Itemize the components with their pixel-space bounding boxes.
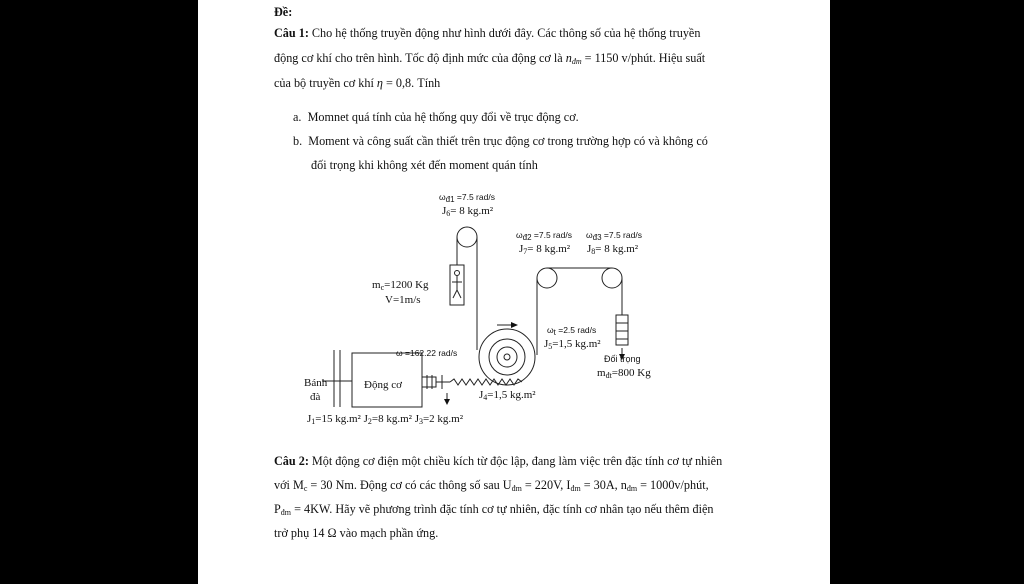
label-v: V=1m/s — [385, 294, 421, 306]
shaft-spring — [450, 379, 522, 385]
header: Đề: — [274, 5, 293, 19]
label-banh: Bánh — [304, 377, 328, 389]
pulley-6 — [457, 227, 477, 247]
label-j8: $J_8= 8$ kg.m² — [587, 243, 639, 256]
label-j7: $J_7= 8$ kg.m² — [519, 243, 571, 256]
label-wd1: $\omega_{đ1} =7.5$ rad/s — [439, 192, 495, 204]
q2-label: Câu 2: — [274, 454, 309, 468]
pulley-8 — [602, 268, 622, 288]
q2-line3: $P_{đm} = 4KW$. Hãy vẽ phương trình đặc tính cơ tự nhiên, đặc tính cơ nhân tạo nếu thêm điện — [274, 502, 714, 517]
q2-line4: trở phụ 14 Ω vào mạch phần ứng. — [274, 526, 439, 540]
q2-line2: với $M_c = 30$ Nm. Động cơ có các thông số sau $U_{đm} = 220V$, $I_{đm} = 30A$, $n_{đm}$ = 1000v/phút, — [274, 478, 709, 493]
label-wt: $\omega_t =2.5$ rad/s — [547, 325, 597, 337]
label-dong-co: Động cơ — [364, 379, 402, 391]
q2-line1: Câu 2: Một động cơ điện một chiều kích từ độc lập, đang làm việc trên đặc tính cơ tự nhiên — [274, 454, 723, 468]
diagram-drawing — [282, 185, 672, 435]
q1-item-a: a. Momnet quá tính của hệ thống quy đổi về trục động cơ. — [293, 110, 579, 124]
drum-outer — [479, 329, 535, 385]
label-wd2: $\omega_{đ2} =7.5$ rad/s — [516, 230, 572, 242]
q1-line1: Câu 1: Cho hệ thống truyền động như hình dưới đây. Các thông số của hệ thống truyền — [274, 26, 701, 40]
q1-item-b-cont: đối trọng khi không xét đến moment quán tính — [311, 158, 538, 172]
label-mdt: $m_{đt}=800$ Kg — [597, 367, 651, 380]
document-page — [198, 0, 830, 584]
label-j4: $J_4=1,5$ kg.m² — [479, 389, 536, 402]
label-da: đà — [310, 391, 321, 403]
label-mc: $m_c=1200$ Kg — [372, 279, 429, 292]
q1-label: Câu 1: — [274, 26, 309, 40]
pulley-7 — [537, 268, 557, 288]
label-j1-j3: $J_1=15$ kg.m² $J_2=8$ kg.m² $J_3=2$ kg.m² — [307, 413, 464, 426]
label-doi-trong: Đối trọng — [604, 354, 641, 364]
q1-line2: động cơ khí cho trên hình. Tốc độ định mức của động cơ là $n_{đm} = 1150$ v/phút. Hiệu suất — [274, 51, 706, 66]
drive-system-diagram — [282, 185, 672, 435]
label-j6: $J_6= 8$ kg.m² — [442, 205, 494, 218]
q1-line3: của bộ truyền cơ khí η = 0,8. Tính — [274, 76, 441, 90]
counterweight — [616, 315, 628, 345]
label-w-motor: ω =162.22 rad/s — [396, 348, 458, 358]
label-wd3: $\omega_{đ3} =7.5$ rad/s — [586, 230, 642, 242]
q1-item-b: b. Moment và công suất cần thiết trên trục động cơ trong trường hợp có và không có — [293, 134, 708, 148]
label-j5: $J_5=1,5$ kg.m² — [544, 338, 601, 351]
